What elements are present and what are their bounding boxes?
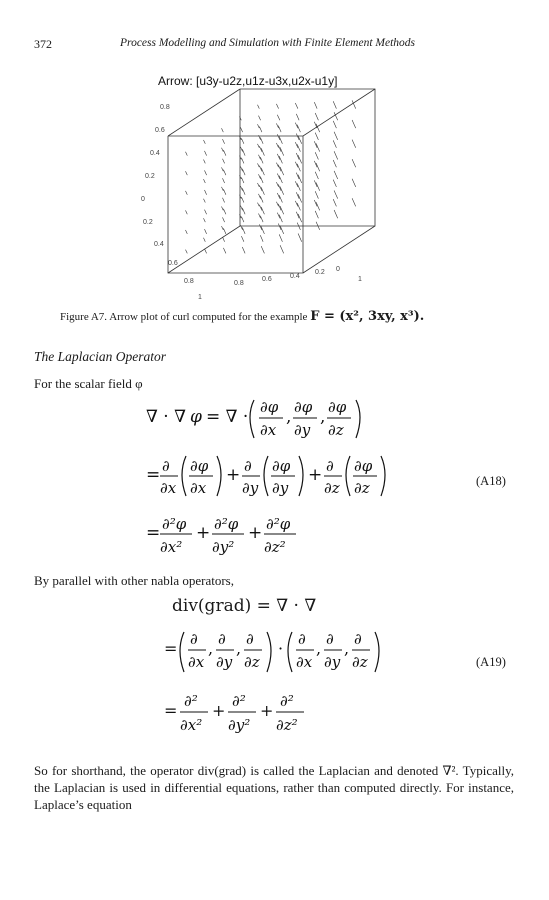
- field-arrow: [241, 138, 244, 144]
- tick-label: 0.2: [315, 269, 325, 276]
- svg-text:∂: ∂: [326, 457, 334, 475]
- field-arrow: [279, 156, 282, 163]
- tick-label: 0.4: [154, 241, 164, 248]
- field-arrow: [352, 179, 356, 187]
- tick-label: 0.8: [184, 278, 194, 285]
- field-arrow: [204, 140, 206, 144]
- svg-text:∂φ: ∂φ: [328, 398, 347, 416]
- intro-text: For the scalar field φ: [34, 376, 143, 391]
- svg-text:∂y²: ∂y²: [212, 538, 235, 556]
- field-arrow: [297, 203, 300, 210]
- field-arrow: [280, 206, 284, 214]
- tick-label: 0.2: [145, 173, 155, 180]
- field-arrow: [223, 228, 226, 234]
- svg-text:+: +: [308, 465, 323, 485]
- field-arrow: [298, 234, 302, 242]
- parallel-text: By parallel with other nabla operators,: [34, 573, 234, 588]
- field-arrow: [280, 226, 284, 234]
- svg-text:∂²φ: ∂²φ: [162, 515, 187, 533]
- field-arrow: [279, 195, 282, 202]
- figure-caption: [60, 309, 424, 324]
- svg-text:∂: ∂: [298, 630, 306, 648]
- equation-number-a18: (A18): [476, 474, 506, 488]
- field-arrow: [260, 137, 263, 143]
- field-arrow: [186, 250, 188, 254]
- svg-text:∂: ∂: [326, 630, 334, 648]
- field-arrow: [260, 216, 263, 222]
- field-arrow: [333, 101, 336, 108]
- field-arrow: [279, 137, 282, 144]
- svg-text:∂y: ∂y: [324, 653, 341, 671]
- field-arrow: [205, 170, 207, 175]
- svg-text:∂φ: ∂φ: [272, 457, 291, 475]
- svg-text:,: ,: [286, 407, 292, 427]
- svg-text:∂: ∂: [218, 630, 226, 648]
- tick-label: 0.2: [143, 219, 153, 226]
- svg-text:∇ · ∇: ∇ · ∇: [146, 407, 186, 427]
- field-arrow: [334, 171, 338, 179]
- tick-label: 0: [336, 266, 340, 273]
- field-arrow: [352, 120, 356, 128]
- field-arrow: [241, 217, 244, 223]
- field-arrow: [261, 148, 264, 155]
- svg-text:∂z: ∂z: [352, 653, 368, 671]
- field-arrow: [223, 217, 225, 222]
- field-arrow: [352, 159, 356, 167]
- svg-text:∂y: ∂y: [242, 479, 259, 497]
- field-arrow: [316, 183, 320, 191]
- closing-paragraph: So for shorthand, the operator div(grad) is called the Laplacian and denoted ∇². Typically, the Laplacian is used in differential equations, rather than computed directly. For instance, Laplace’s equation: [34, 763, 514, 812]
- field-arrow: [258, 144, 260, 148]
- field-arrow: [223, 198, 225, 203]
- tick-label: 0.4: [150, 150, 160, 157]
- svg-text:+: +: [196, 523, 211, 543]
- svg-text:∂²φ: ∂²φ: [214, 515, 239, 533]
- field-arrow: [298, 175, 302, 183]
- field-arrow: [297, 125, 300, 132]
- field-arrow: [297, 164, 300, 171]
- field-arrow: [259, 116, 261, 121]
- field-arrow: [352, 198, 356, 206]
- svg-text:∂²: ∂²: [184, 692, 198, 710]
- field-arrow: [261, 227, 264, 234]
- svg-text:∂y: ∂y: [272, 479, 289, 497]
- svg-text:=: =: [146, 465, 161, 485]
- svg-text:∂z²: ∂z²: [264, 538, 286, 556]
- field-arrow: [261, 187, 264, 194]
- field-arrow: [242, 208, 245, 214]
- svg-text:∂x: ∂x: [296, 653, 313, 671]
- arrow-plot-canvas: [140, 68, 420, 300]
- caption-text: Figure A7. Arrow plot of curl computed for the example: [60, 311, 308, 323]
- svg-text:∂φ: ∂φ: [354, 457, 373, 475]
- field-arrow: [205, 249, 207, 254]
- field-arrow: [261, 207, 264, 214]
- arrow-field: [186, 100, 356, 253]
- svg-text:,: ,: [236, 639, 242, 658]
- svg-text:+: +: [212, 701, 226, 720]
- svg-text:,: ,: [344, 639, 350, 658]
- field-arrow: [222, 167, 224, 171]
- field-arrow: [315, 113, 318, 120]
- field-arrow: [186, 171, 188, 175]
- svg-text:∂²: ∂²: [280, 692, 294, 710]
- running-title: Process Modelling and Simulation with Finite Element Methods: [120, 37, 416, 49]
- field-arrow: [352, 140, 356, 148]
- field-arrow: [260, 235, 263, 241]
- field-arrow: [205, 229, 207, 234]
- svg-text:∂y: ∂y: [294, 421, 311, 439]
- tick-label: 1: [358, 276, 362, 283]
- equation-a19: [150, 620, 450, 748]
- tick-label: 0: [141, 196, 145, 203]
- field-arrow: [258, 183, 260, 187]
- field-arrow: [333, 140, 336, 147]
- field-arrow: [298, 194, 302, 202]
- field-arrow: [204, 199, 206, 203]
- field-arrow: [261, 246, 264, 253]
- svg-text:,: ,: [208, 639, 214, 658]
- field-arrow: [241, 127, 243, 132]
- field-arrow: [241, 197, 244, 203]
- section-title: The Laplacian Operator: [34, 349, 167, 364]
- field-arrow: [315, 133, 318, 140]
- svg-text:∂y: ∂y: [216, 653, 233, 671]
- svg-text:∂x²: ∂x²: [180, 716, 203, 734]
- svg-text:=: =: [164, 701, 178, 720]
- field-arrow: [278, 126, 281, 133]
- field-arrow: [279, 176, 282, 183]
- svg-text:∂x: ∂x: [160, 479, 177, 497]
- field-arrow: [242, 227, 245, 234]
- svg-text:φ: φ: [190, 407, 202, 427]
- field-arrow: [315, 211, 318, 218]
- div-grad-equation: div(grad) = ∇ · ∇: [172, 596, 317, 616]
- field-arrow: [315, 172, 318, 179]
- field-arrow: [316, 163, 320, 171]
- field-arrow: [314, 102, 317, 109]
- field-arrow: [205, 151, 207, 156]
- svg-text:= ∇ ·: = ∇ ·: [206, 407, 249, 427]
- svg-text:∂φ: ∂φ: [294, 398, 313, 416]
- field-arrow: [334, 210, 338, 218]
- field-arrow: [280, 187, 284, 195]
- svg-text:∂φ: ∂φ: [190, 457, 209, 475]
- svg-text:∂: ∂: [244, 457, 252, 475]
- field-arrow: [222, 207, 224, 211]
- field-arrow: [334, 151, 338, 159]
- field-arrow: [241, 177, 244, 183]
- svg-text:∂x²: ∂x²: [160, 538, 183, 556]
- field-arrow: [315, 152, 318, 159]
- field-arrow: [277, 115, 280, 121]
- svg-text:∂y²: ∂y²: [228, 716, 251, 734]
- field-arrow: [242, 169, 245, 175]
- field-arrow: [222, 128, 224, 132]
- field-arrow: [334, 132, 338, 140]
- svg-text:∂x: ∂x: [190, 479, 207, 497]
- field-arrow: [186, 152, 188, 156]
- field-arrow: [316, 202, 320, 210]
- field-arrow: [280, 147, 284, 155]
- field-arrow: [261, 168, 264, 175]
- svg-text:∂z²: ∂z²: [276, 716, 298, 734]
- tick-label: 0.6: [168, 260, 178, 267]
- field-arrow: [295, 103, 298, 109]
- tick-label: 1: [198, 294, 202, 301]
- arrow-plot-figure: [140, 68, 420, 300]
- svg-text:∂: ∂: [190, 630, 198, 648]
- tick-label: 0.6: [155, 127, 165, 134]
- field-arrow: [186, 210, 188, 214]
- field-arrow: [258, 163, 260, 167]
- field-arrow: [259, 127, 262, 133]
- field-arrow: [205, 210, 207, 215]
- field-arrow: [298, 136, 302, 144]
- svg-text:+: +: [226, 465, 241, 485]
- caption-formula: F = (x², 3xy, x³).: [310, 309, 425, 324]
- field-arrow: [223, 209, 226, 215]
- svg-text:∂x: ∂x: [188, 653, 205, 671]
- svg-text:∂²: ∂²: [232, 692, 246, 710]
- svg-text:∂z: ∂z: [328, 421, 344, 439]
- svg-text:+: +: [248, 523, 263, 543]
- svg-text:=: =: [164, 639, 178, 658]
- plot-title: Arrow: [u3y-u2z,u1z-u3x,u2x-u1y]: [158, 74, 338, 88]
- field-arrow: [297, 184, 300, 191]
- field-arrow: [204, 238, 206, 242]
- field-arrow: [223, 170, 226, 176]
- svg-text:∂: ∂: [246, 630, 254, 648]
- equation-number-a19: (A19): [476, 655, 506, 669]
- field-arrow: [223, 178, 225, 183]
- cube-frame: [168, 89, 375, 273]
- field-arrow: [316, 144, 320, 152]
- svg-text:,: ,: [316, 639, 322, 658]
- field-arrow: [223, 150, 226, 156]
- field-arrow: [260, 196, 263, 202]
- field-arrow: [223, 248, 226, 254]
- field-arrow: [280, 245, 284, 253]
- svg-text:∂²φ: ∂²φ: [266, 515, 291, 533]
- field-arrow: [242, 149, 245, 156]
- field-arrow: [315, 191, 318, 198]
- field-arrow: [296, 114, 299, 120]
- field-arrow: [242, 247, 245, 253]
- field-arrow: [242, 188, 245, 194]
- field-arrow: [241, 158, 244, 164]
- field-arrow: [241, 236, 244, 242]
- field-arrow: [279, 234, 282, 241]
- field-arrow: [260, 157, 263, 163]
- tick-label: 0.8: [234, 280, 244, 287]
- field-arrow: [333, 160, 336, 167]
- svg-text:,: ,: [320, 407, 326, 427]
- field-arrow: [222, 187, 224, 191]
- field-arrow: [298, 214, 302, 222]
- field-arrow: [204, 160, 206, 164]
- svg-text:=: =: [146, 523, 161, 543]
- svg-text:∂x: ∂x: [260, 421, 277, 439]
- tick-label: 0.4: [290, 273, 300, 280]
- field-arrow: [298, 155, 302, 163]
- field-arrow: [223, 189, 226, 195]
- field-arrow: [222, 226, 224, 230]
- field-arrow: [223, 237, 225, 242]
- svg-text:∂z: ∂z: [354, 479, 370, 497]
- svg-text:∂φ: ∂φ: [260, 398, 279, 416]
- field-arrow: [279, 215, 282, 222]
- svg-text:∂z: ∂z: [324, 479, 340, 497]
- field-arrow: [222, 148, 224, 152]
- svg-text:·: ·: [278, 639, 284, 658]
- field-arrow: [297, 144, 300, 151]
- page-number: 372: [34, 37, 52, 51]
- field-arrow: [333, 180, 336, 187]
- field-arrow: [258, 203, 260, 207]
- field-arrow: [334, 191, 338, 199]
- svg-text:∂z: ∂z: [244, 653, 260, 671]
- svg-text:∂: ∂: [354, 630, 362, 648]
- svg-text:+: +: [260, 701, 274, 720]
- tick-label: 0.6: [262, 276, 272, 283]
- field-arrow: [276, 104, 278, 109]
- field-arrow: [204, 179, 206, 183]
- field-arrow: [260, 177, 263, 184]
- tick-label: 0.8: [160, 104, 170, 111]
- svg-text:∂: ∂: [162, 457, 170, 475]
- field-arrow: [205, 190, 207, 195]
- field-arrow: [258, 105, 260, 109]
- field-arrow: [223, 159, 225, 164]
- field-arrow: [258, 124, 260, 128]
- field-arrow: [186, 230, 188, 234]
- field-arrow: [333, 199, 336, 206]
- field-arrow: [223, 139, 225, 144]
- field-arrow: [204, 218, 206, 222]
- field-arrow: [186, 191, 188, 195]
- field-arrow: [280, 167, 284, 175]
- field-arrow: [333, 121, 336, 128]
